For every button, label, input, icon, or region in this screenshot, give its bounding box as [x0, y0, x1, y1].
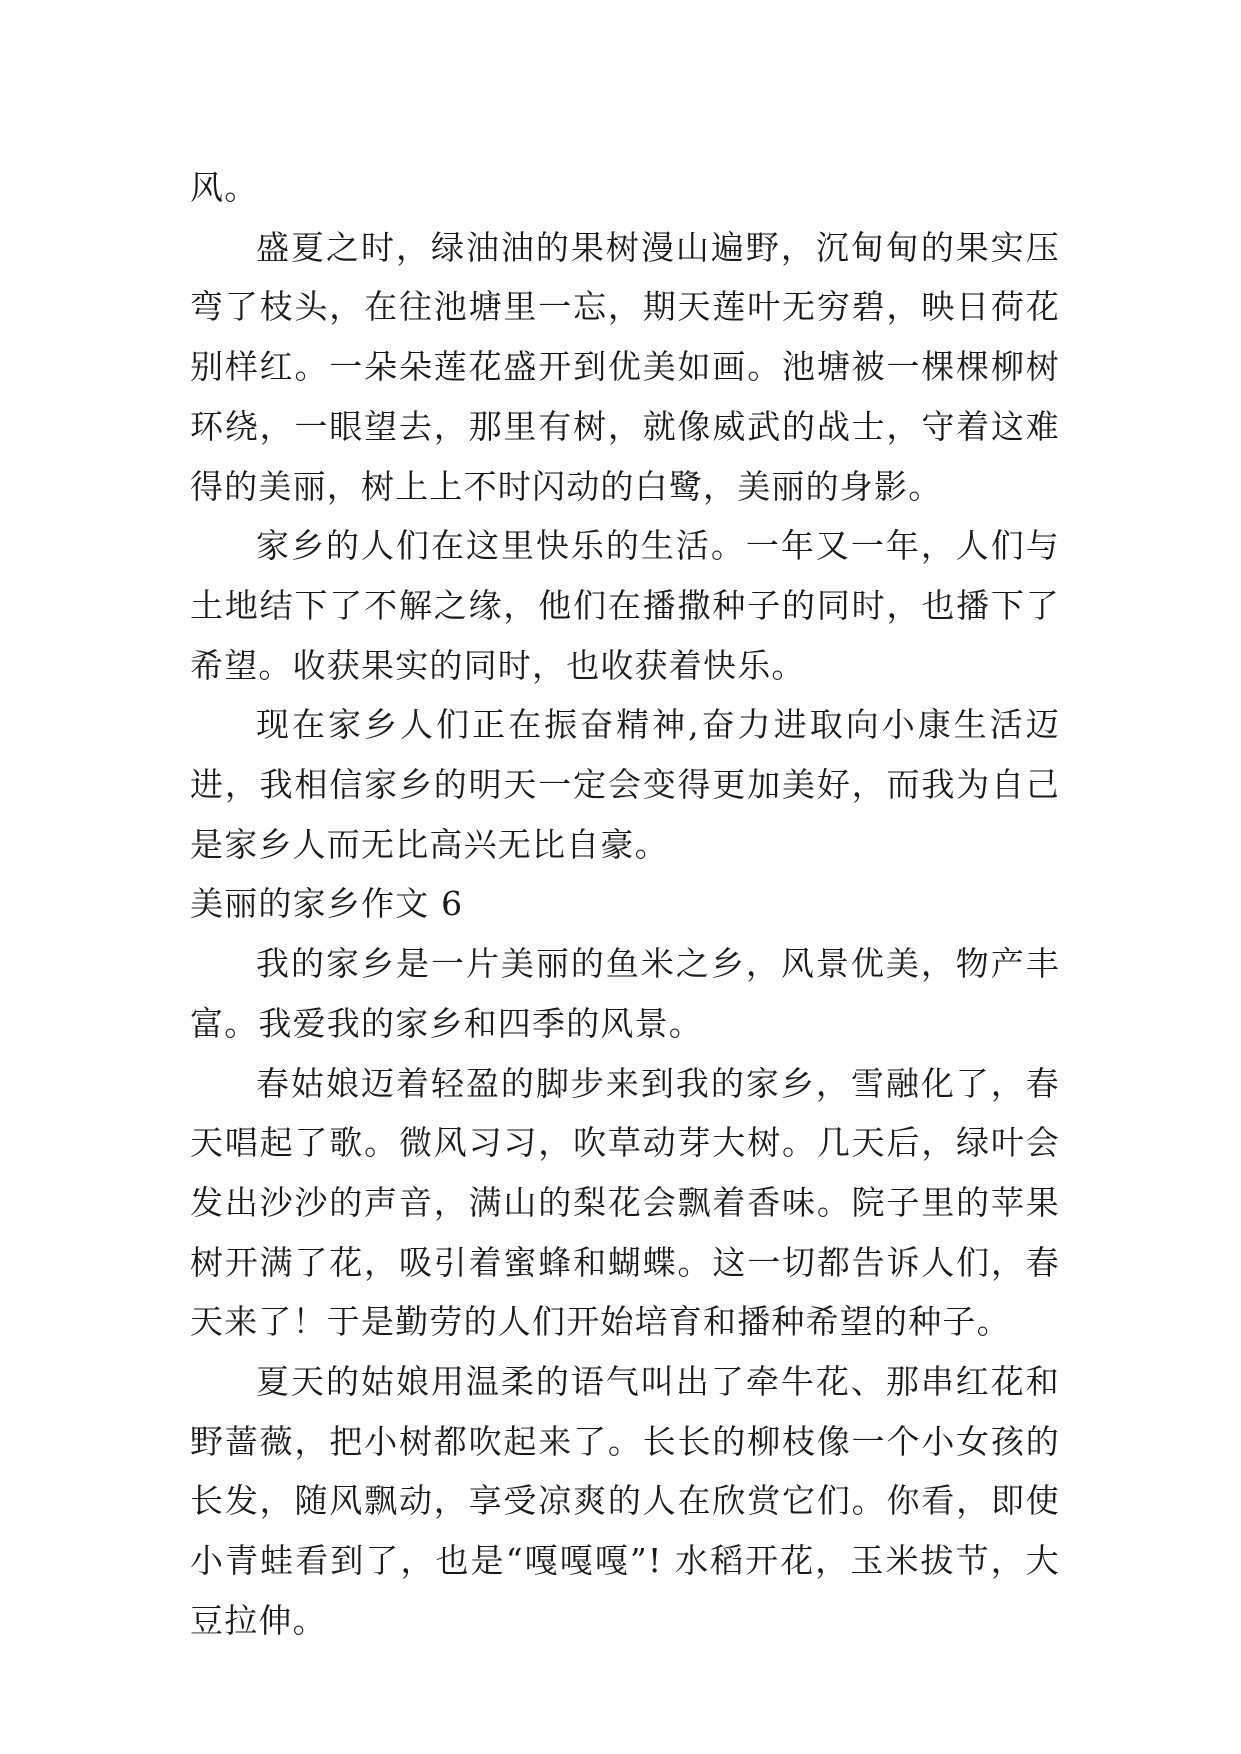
paragraph-summer: 盛夏之时，绿油油的果树漫山遍野，沉甸甸的果实压弯了枝头，在往池塘里一忘，期天莲叶无穷碧，映日荷花别样红。一朵朵莲花盛开到优美如画。池塘被一棵棵柳树环绕，一眼望去，那里有树，就像威武的战士，守着这难得的美丽，树上上不时闪动的白鹭，美丽的身影。	[190, 227, 1060, 506]
paragraph-future: 现在家乡人们正在振奋精神,奋力进取向小康生活迈进，我相信家乡的明天一定会变得更加美好，而我为自己是家乡人而无比高兴无比自豪。	[190, 705, 1060, 864]
paragraph-summer-2: 夏天的姑娘用温柔的语气叫出了牵牛花、那串红花和野蔷薇，把小树都吹起来了。长长的柳枝像一个小女孩的长发，随风飘动，享受凉爽的人在欣赏它们。你看，即使小青蛙看到了，也是“嘎嘎嘎”! 水稻开花，玉米拔节，大豆拉伸。	[190, 1362, 1060, 1640]
paragraph-people-life: 家乡的人们在这里快乐的生活。一年又一年，人们与土地结下了不解之缘，他们在播撒种子的同时，也播下了希望。收获果实的同时，也收获着快乐。	[190, 526, 1060, 685]
paragraph-intro: 我的家乡是一片美丽的鱼米之乡，风景优美，物产丰富。我爱我的家乡和四季的风景。	[190, 944, 1060, 1043]
document-body	[190, 158, 1060, 1651]
section-title: 美丽的家乡作文 6	[190, 884, 464, 924]
paragraph-continuation: 风。	[190, 168, 259, 207]
paragraph-spring: 春姑娘迈着轻盈的脚步来到我的家乡，雪融化了，春天唱起了歌。微风习习，吹草动芽大树。几天后，绿叶会发出沙沙的声音，满山的梨花会飘着香味。院子里的苹果树开满了花，吸引着蜜蜂和蝴蝶。这一切都告诉人们，春天来了！于是勤劳的人们开始培育和播种希望的种子。	[190, 1063, 1060, 1342]
